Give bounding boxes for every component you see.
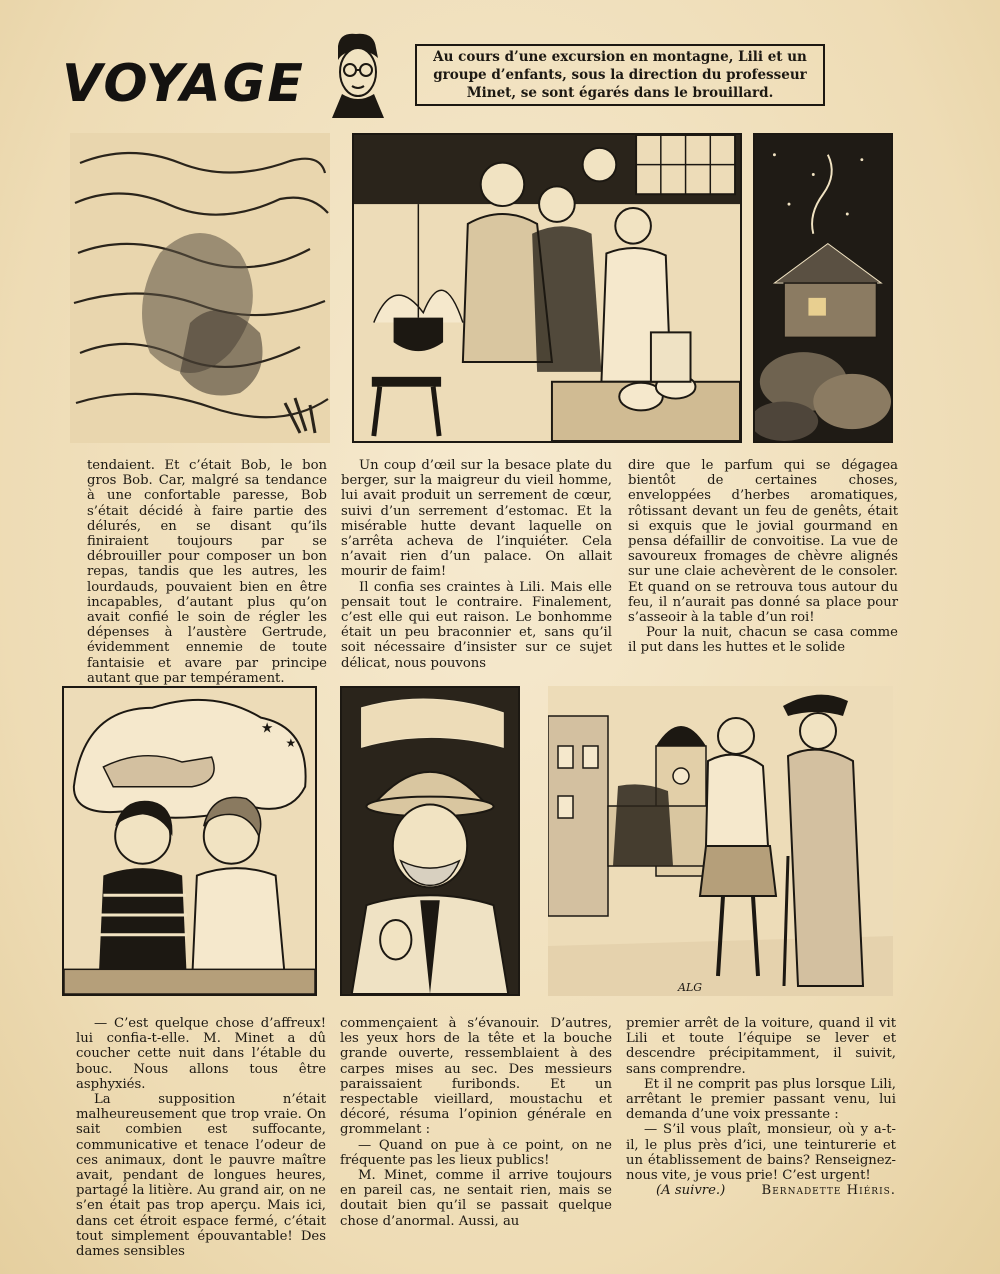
illustration-hut-at-night (753, 133, 893, 443)
paragraph: La supposition n’était malheureusement que trop vraie. On sait combien est suffocante, communicative et tenace l’odeur de ces animaux, dont le pauvre maître avait, pendant de longues heures, partagé la litière. Au grand air, on ne s’en était pas trop aperçu. Mais ici, dans cet étroit espace fermé, c’était tout simplement épouvantable! Des dames sensibles (76, 1092, 326, 1260)
svg-text:★: ★ (285, 736, 297, 751)
paragraph: Il confia ses craintes à Lili. Mais elle pensait tout le contraire. Finalement, c’est elle qui eut raison. Le bonhomme était un peu braconnier et, sans qu’il soit nécessaire d’insister sur ce sujet délicat, nous pouvons (341, 579, 612, 671)
story-title: VOYAGE (62, 54, 305, 114)
intro-summary-text: Au cours d’une excursion en montagne, Lili et un groupe d’enfants, sous la direction du professeur Minet, se sont égarés dans le brouillard. (433, 49, 807, 101)
text-column-1-bottom (76, 1016, 326, 1259)
paragraph: Un coup d’œil sur la besace plate du berger, sur la maigreur du vieil homme, lui avait produit un serrement de cœur, suivi d’un serrement d’estomac. Et la misérable hutte devant laquelle on s’arrêta acheva de l’inquiéter. Cela n’avait rien d’un palace. On allait mourir de faim! (341, 458, 612, 580)
paragraph: dire que le parfum qui se dégagea bientôt de certaines choses, enveloppées d’herbes aromatiques, rôtissant devant un feu de genêts, était si exquis que le jovial gourmand en pensa défaillir de convoitise. La vue de savoureux fromages de chèvre alignés sur une claie achevèrent de le consoler. Et quand on se retrouva tous autour du feu, il n’aurait pas donné sa place pour s’asseoir à la table d’un roi! (628, 458, 898, 626)
to-be-continued: (A suivre.) (656, 1183, 726, 1199)
paragraph: M. Minet, comme il arrive toujours en pareil cas, ne sentait rien, mais se doutait bien qu’il se passait quelque chose d’anormal. Aussi, au (340, 1168, 612, 1229)
illustration-old-gentleman (340, 686, 520, 996)
paragraph: tendaient. Et c’était Bob, le bon gros Bob. Car, malgré sa tendance à une confortable paresse, Bob s’était décidé à faire partie des délurés, en se disant qu’ils finiraient toujours par se débrouiller pour composer un bon repas, tandis que les autres, les lourdauds, pouvaient bien en être incapables, d’autant plus qu’on avait confié le soin de régler les dépenses à l’austère Gertrude, évidemment ennemie de toute fantaisie et avare par principe autant que par tempérament. (87, 458, 327, 686)
author-portrait-illustration (318, 28, 394, 120)
paragraph: Et il ne comprit pas plus lorsque Lili, arrêtant le premier passant venu, lui demanda d’une voix pressante : (626, 1076, 896, 1123)
text-column-1-top (87, 458, 327, 686)
paragraph: — Quand on pue à ce point, on ne fréquente pas les lieux publics! (340, 1137, 612, 1168)
paragraph: premier arrêt de la voiture, quand il vit Lili et toute l’équipe se lever et descendre précipitamment, il suivit, sans comprendre. (626, 1016, 896, 1077)
illustration-village-street (548, 686, 893, 996)
paragraph: — C’est quelque chose d’affreux! lui confia-t-elle. M. Minet a dû coucher cette nuit dans l’étable du bouc. Nous allons tous être asphyxiés. (76, 1016, 326, 1092)
paragraph: commençaient à s’évanouir. D’autres, les yeux hors de la tête et la bouche grande ouverte, ressemblaient à des carpes mises au sec. Des messieurs paraissaient furibonds. Et un respectable vieillard, moustachu et décoré, résuma l’opinion générale en grommelant : (340, 1016, 612, 1138)
illustration-dream-cloud (70, 133, 330, 443)
paragraph: Pour la nuit, chacun se casa comme il put dans les huttes et le solide (628, 625, 898, 656)
artist-signature: ALG (678, 981, 703, 994)
illustration-girls-in-carriage (62, 686, 317, 996)
text-column-2-top (341, 458, 612, 671)
illustration-shepherd-hut-interior (352, 133, 742, 443)
author-credit: Bernadette Hiéris. (761, 1183, 896, 1199)
svg-text:★: ★ (260, 720, 274, 737)
paragraph: — S’il vous plaît, monsieur, où y a-t-il, le plus près d’ici, une teinturerie et un établissement de bains? Renseignez-nous vite, je vous prie! C’est urgent! (626, 1122, 896, 1184)
text-column-2-bottom (340, 1016, 612, 1229)
text-column-3-bottom (626, 1016, 896, 1199)
text-column-3-top (628, 458, 898, 656)
intro-summary-box (415, 44, 825, 106)
